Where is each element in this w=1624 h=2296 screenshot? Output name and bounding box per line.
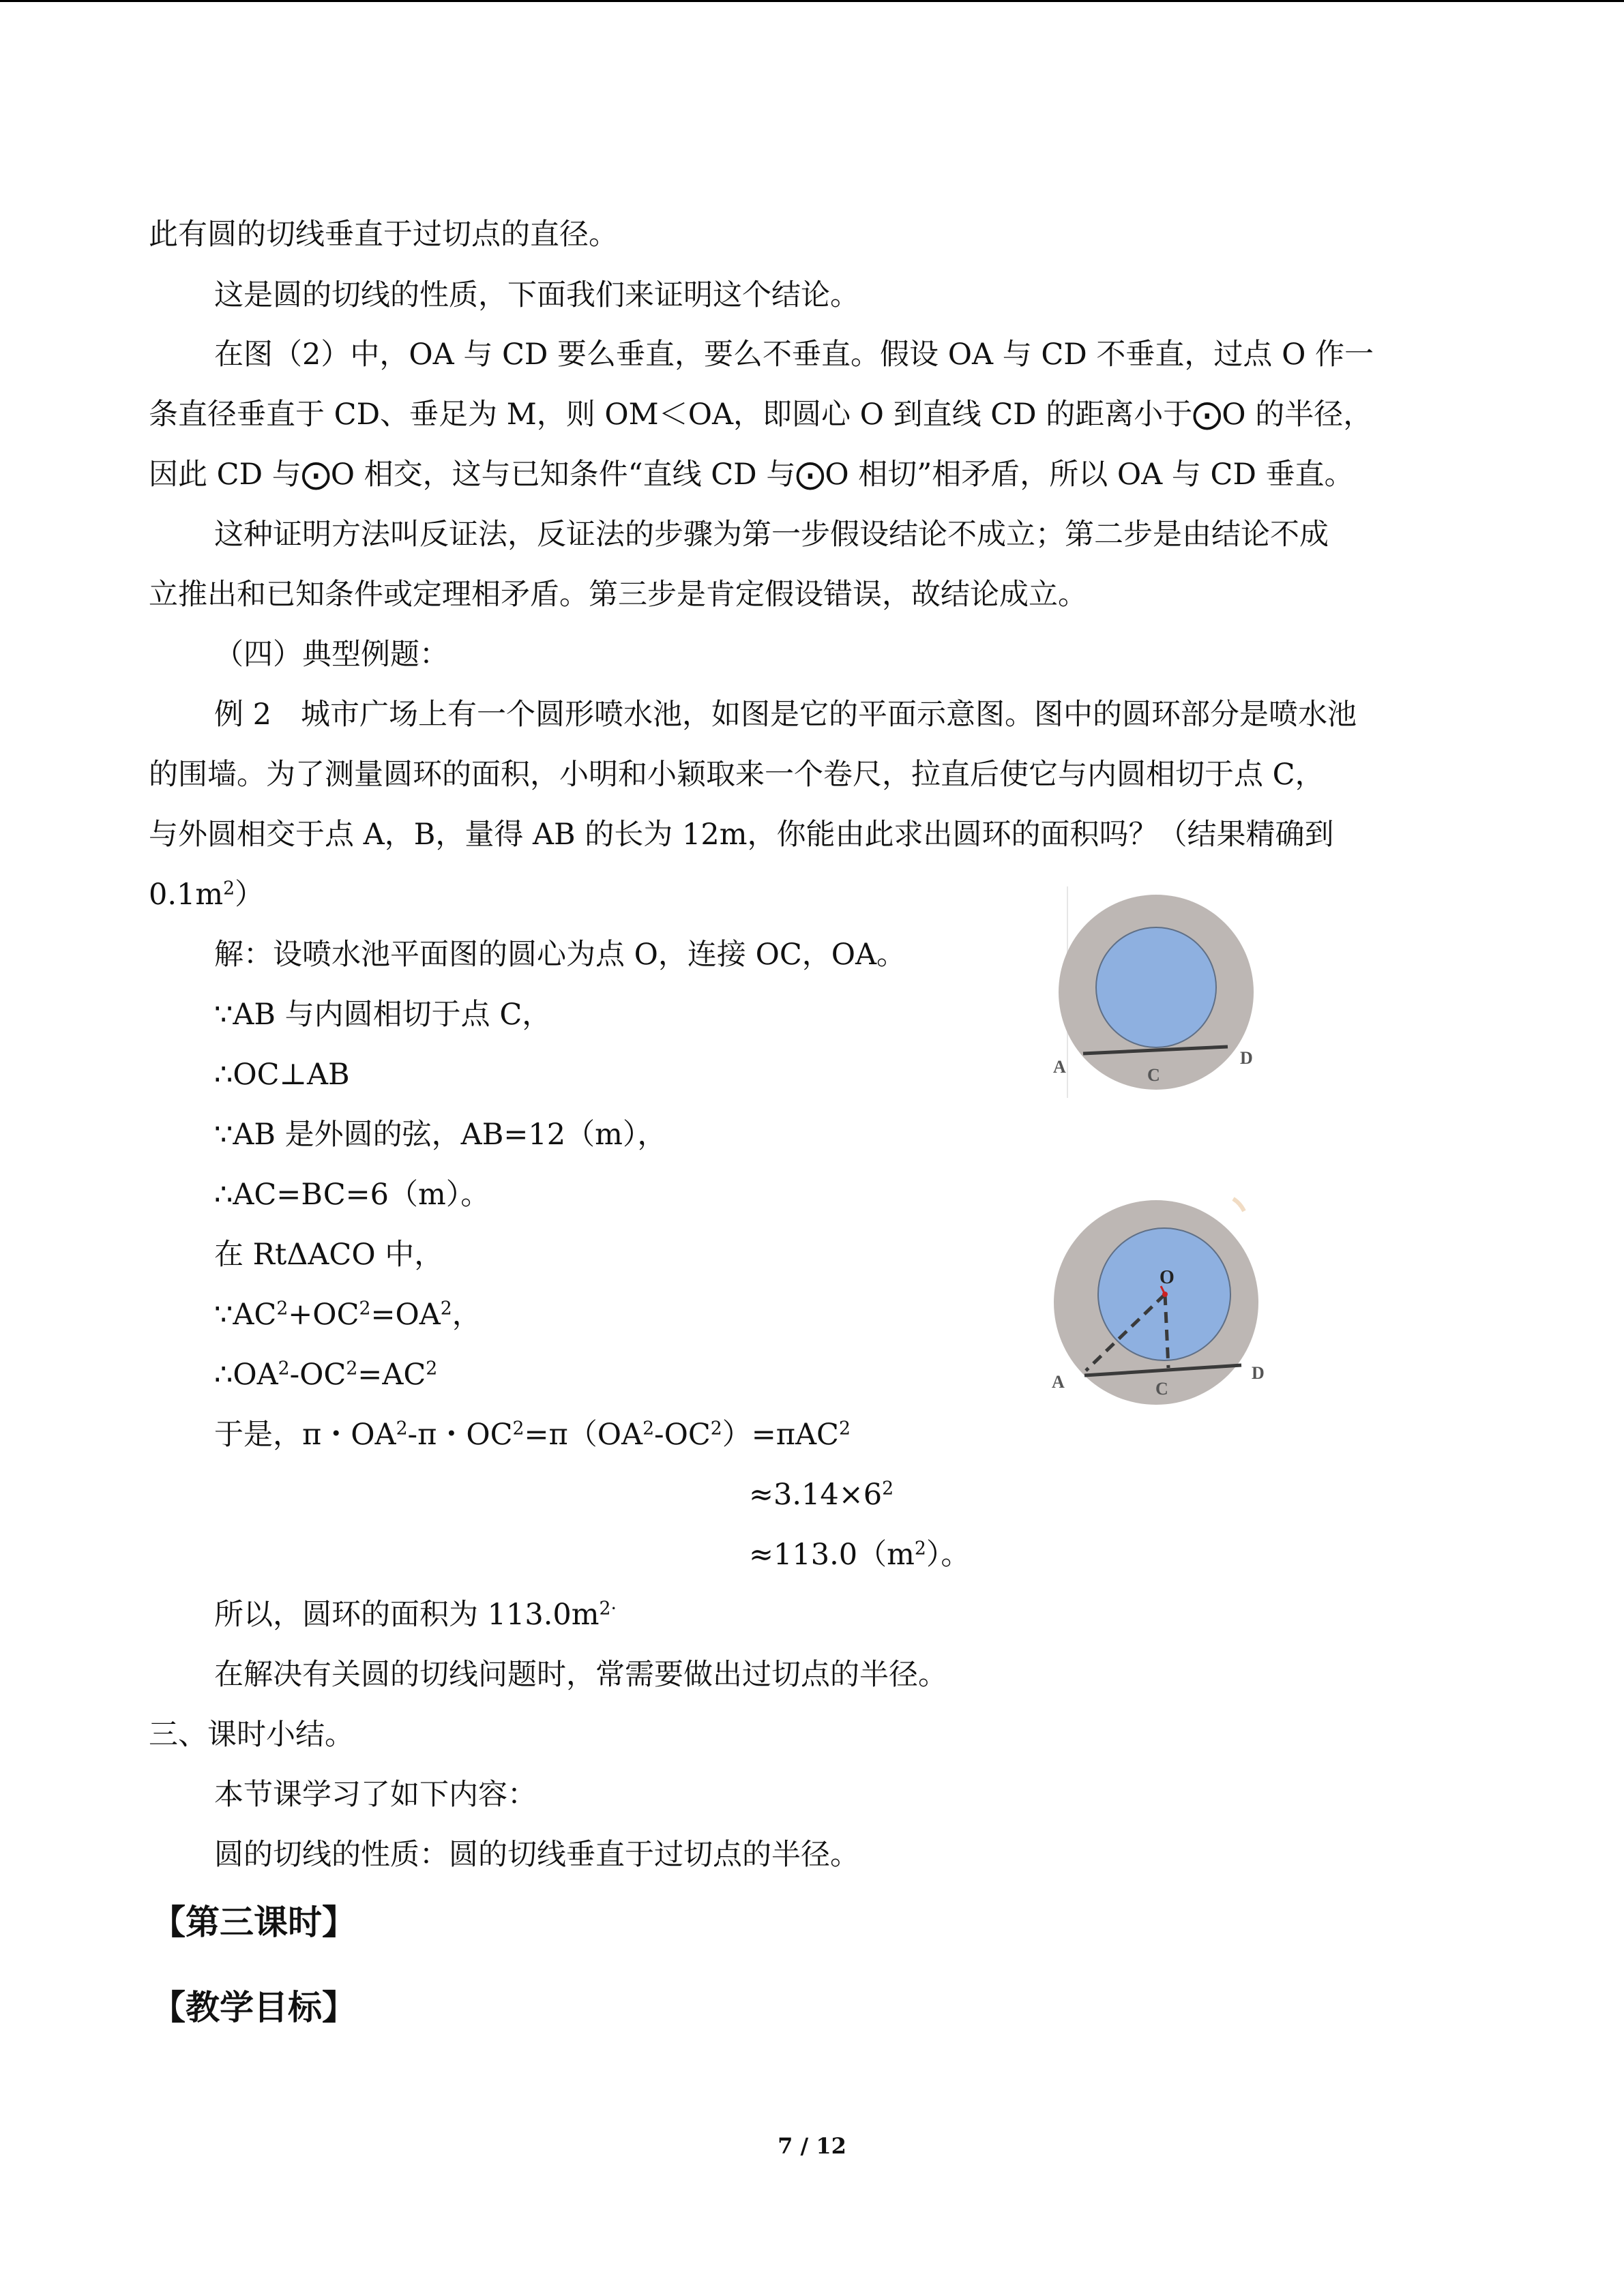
- text-run: ，: [452, 1298, 482, 1332]
- superscript: 2: [643, 1418, 655, 1440]
- superscript: 2: [512, 1418, 525, 1440]
- text-run: ∴OA: [214, 1358, 278, 1392]
- superscript: 2: [278, 1358, 290, 1380]
- fountain-diagram-1: [1044, 886, 1269, 1098]
- text-run: ）: [235, 878, 265, 912]
- paragraph-line: 这种证明方法叫反证法，反证法的步骤为第一步假设结论不成立；第二步是由结论不成: [214, 518, 1329, 552]
- text-run: ）=πAC: [722, 1418, 839, 1452]
- label-a: A: [1052, 1372, 1065, 1392]
- label-c: C: [1147, 1065, 1160, 1085]
- paragraph-line: 这是圆的切线的性质，下面我们来证明这个结论。: [214, 278, 859, 312]
- solution-line: ∴AC=BC=6（m）。: [214, 1178, 490, 1212]
- section-heading: 三、课时小结。: [149, 1718, 354, 1752]
- solution-line: ∴OC⊥AB: [214, 1058, 350, 1092]
- paragraph-line: 本节课学习了如下内容：: [214, 1778, 537, 1812]
- superscript: 2: [276, 1298, 289, 1320]
- text-run: ≈3.14×6: [749, 1478, 883, 1512]
- solution-line: [214, 1594, 617, 1635]
- paragraph-line: 圆的切线的性质：圆的切线垂直于过切点的半径。: [214, 1838, 859, 1872]
- text-run: =π（OA: [524, 1418, 643, 1452]
- solution-line: 在解决有关圆的切线问题时，常需要做出过切点的半径。: [214, 1658, 947, 1692]
- paragraph-line: 条直径垂直于 CD、垂足为 M，则 OM＜OA，即圆心 O 到直线 CD 的距离小于⨀O 的半径，: [149, 398, 1373, 432]
- section-subheading: （四）典型例题：: [214, 638, 449, 672]
- superscript: 2: [223, 878, 235, 899]
- top-border: [0, 0, 1624, 2]
- solution-line: [214, 1354, 437, 1395]
- text-run: =OA: [370, 1298, 441, 1332]
- superscript: 2: [346, 1358, 358, 1380]
- paragraph-line: [149, 874, 264, 915]
- paragraph-line: 此有圆的切线垂直于过切点的直径。: [149, 218, 618, 252]
- text-run: 0.1m: [149, 878, 224, 912]
- superscript: 2·: [599, 1598, 617, 1620]
- label-d: D: [1240, 1048, 1253, 1068]
- superscript: 2: [426, 1358, 438, 1380]
- superscript: 2: [710, 1418, 722, 1440]
- superscript: 2: [396, 1418, 408, 1440]
- inner-circle: [1096, 927, 1216, 1047]
- text-run: 于是，π・OA: [214, 1418, 396, 1452]
- figure-1: [1044, 886, 1269, 1098]
- paragraph-line: 立推出和已知条件或定理相矛盾。第三步是肯定假设错误，故结论成立。: [149, 578, 1087, 612]
- label-o: O: [1160, 1267, 1175, 1288]
- paragraph-line: 因此 CD 与⨀O 相交，这与已知条件“直线 CD 与⨀O 相切”相矛盾，所以 OA 与 CD 垂直。: [149, 458, 1354, 492]
- superscript: 2: [440, 1298, 452, 1320]
- paragraph-line: 与外圆相交于点 A，B，量得 AB 的长为 12m，你能由此求出圆环的面积吗？（结果精确到: [149, 818, 1334, 852]
- label-d: D: [1252, 1363, 1265, 1383]
- text-run: =AC: [357, 1358, 426, 1392]
- page-number: 7 / 12: [778, 2133, 846, 2159]
- solution-line: [749, 1534, 970, 1575]
- text-run: -OC: [654, 1418, 711, 1452]
- solution-line: ∵AB 与内圆相切于点 C，: [214, 998, 552, 1032]
- text-run: +OC: [288, 1298, 359, 1332]
- solution-line: 解：设喷水池平面图的圆心为点 O，连接 OC，OA。: [214, 938, 906, 972]
- paragraph-line: 例 2 城市广场上有一个圆形喷水池，如图是它的平面示意图。图中的圆环部分是喷水池: [214, 698, 1357, 732]
- text-run: -OC: [289, 1358, 346, 1392]
- solution-line: [214, 1414, 851, 1455]
- label-a: A: [1053, 1057, 1066, 1077]
- text-run: ）。: [926, 1538, 971, 1572]
- solution-line: [749, 1474, 894, 1515]
- solution-line: 在 RtΔACO 中，: [214, 1238, 444, 1272]
- superscript: 2: [914, 1538, 926, 1560]
- paragraph-line: 在图（2）中，OA 与 CD 要么垂直，要么不垂直。假设 OA 与 CD 不垂直，过点 O 作一: [214, 338, 1374, 372]
- superscript: 2: [838, 1418, 851, 1440]
- text-run: 所以，圆环的面积为 113.0m: [214, 1598, 600, 1632]
- corner-mark: [1233, 1199, 1244, 1211]
- figure-2: [1044, 1187, 1275, 1415]
- superscript: 2: [359, 1298, 371, 1320]
- fountain-diagram-2: [1044, 1187, 1275, 1415]
- text-run: ∵AC: [214, 1298, 277, 1332]
- lesson-heading: 【第三课时】: [151, 1903, 356, 1942]
- label-c: C: [1155, 1379, 1168, 1399]
- superscript: 2: [882, 1478, 894, 1500]
- text-run: -π・OC: [407, 1418, 513, 1452]
- text-run: ≈113.0（m: [749, 1538, 915, 1572]
- objectives-heading: 【教学目标】: [151, 1988, 356, 2027]
- solution-line: ∵AB 是外圆的弦，AB=12（m），: [214, 1118, 667, 1152]
- solution-line: [214, 1294, 482, 1335]
- paragraph-line: 的围墙。为了测量圆环的面积，小明和小颖取来一个卷尺，拉直后使它与内圆相切于点 C，: [149, 758, 1325, 792]
